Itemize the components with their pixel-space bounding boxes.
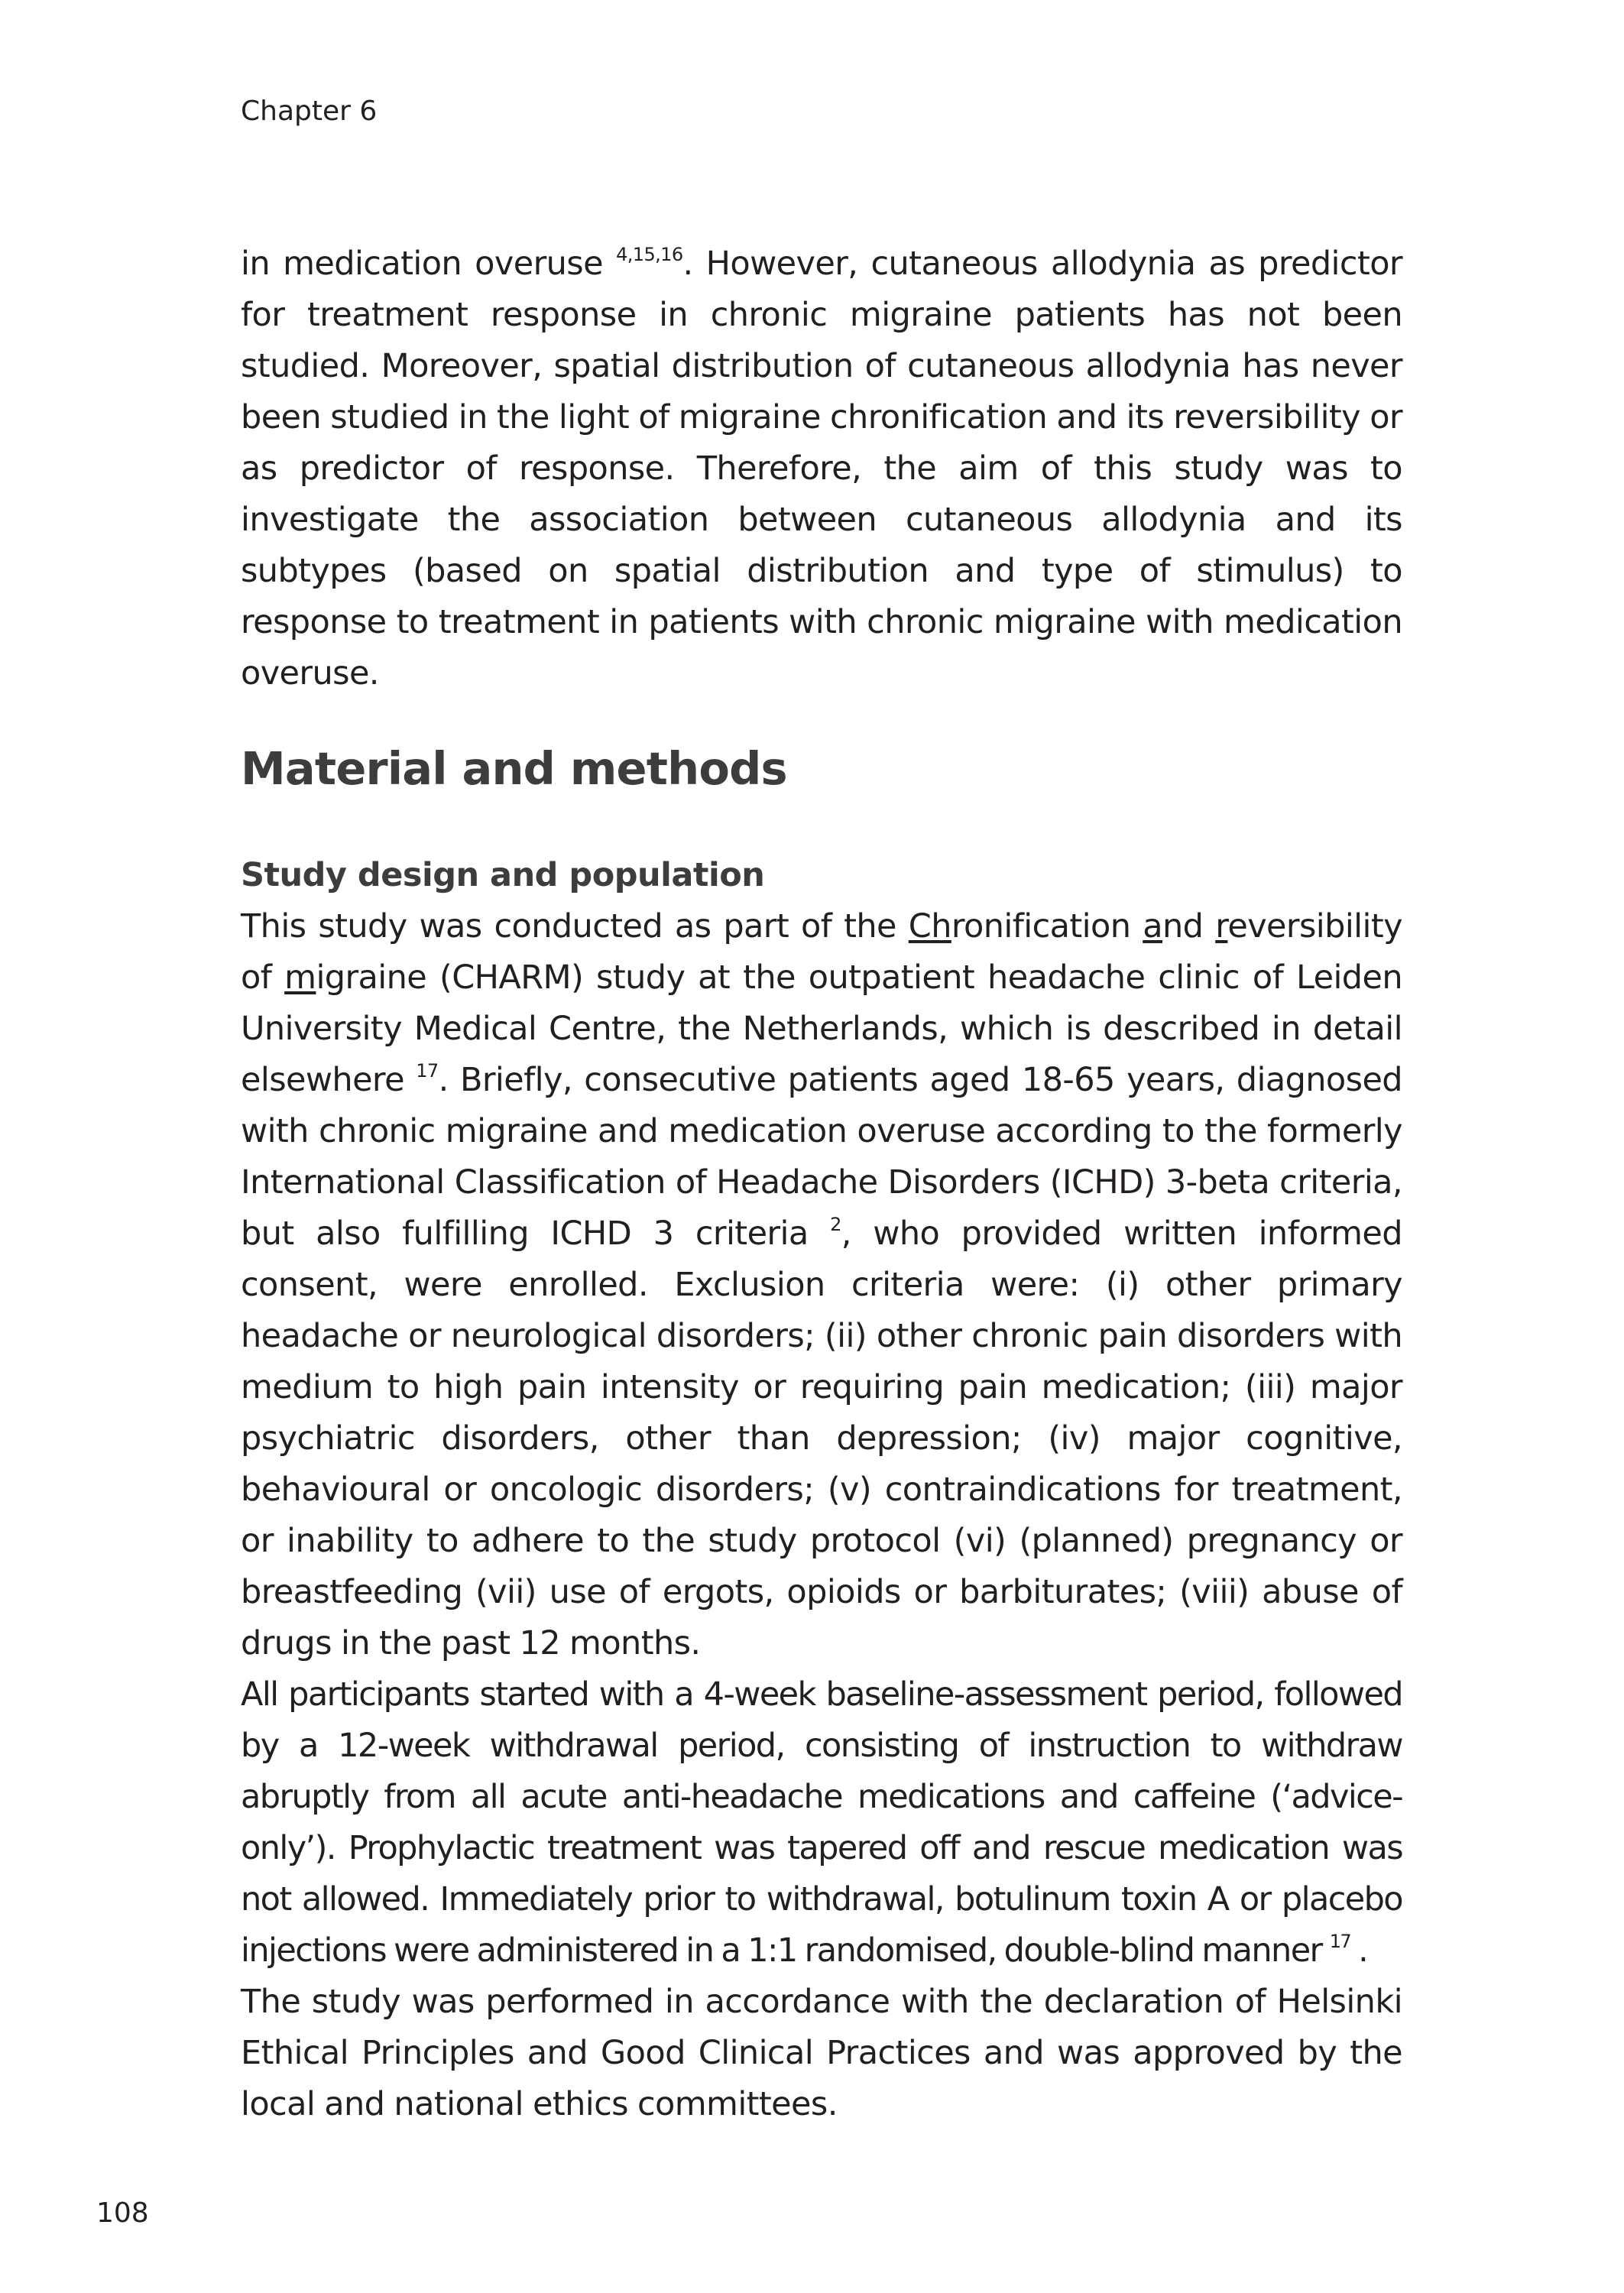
subsection-heading: Study design and population [241, 856, 765, 894]
page-number: 108 [96, 2197, 149, 2229]
acronym-underline: Ch [908, 907, 951, 945]
acronym-underline: a [1143, 907, 1162, 945]
acronym-underline: m [284, 958, 316, 997]
p1-text-e: igraine (CHARM) study at the outpatient headache clinic of Leiden University Medical Centre, the Netherlands, which is described in detail elsewhere [241, 958, 1402, 1099]
methods-paragraph-1 [241, 901, 1402, 1669]
intro-paragraph [241, 238, 1402, 699]
p1-text-b: ronification [951, 907, 1143, 945]
intro-text-1: in medication overuse [241, 245, 617, 283]
p2-text-a: All participants started with a 4-week baseline-assessment period, followed by a 12-week withdrawal period, consisting of instruction to withdraw abruptly from all acute anti-headache medications and caffeine (‘advice-only’). Prophylactic treatment was tapered off and rescue medication was not allowed. Immediately prior to withdrawal, botulinum toxin A or placebo injections were administered in a 1:1 randomised, double-blind manner [241, 1675, 1402, 1970]
reference-superscript: 17 [416, 1060, 439, 1082]
p1-text-c: nd [1162, 907, 1216, 945]
reference-superscript: 2 [830, 1214, 841, 1235]
section-heading: Material and methods [241, 742, 787, 795]
reference-superscript: 17 [1329, 1931, 1351, 1952]
p2-text-b: . [1350, 1931, 1368, 1970]
reference-superscript: 4,15,16 [616, 244, 683, 265]
methods-block [241, 850, 1402, 2130]
p1-text-d: eversibility of [241, 907, 1402, 997]
p1-text-f: . Briefly, consecutive patients aged 18-65 years, diagnosed with chronic migraine and medication overuse according to the formerly International Classification of Headache Disorders (ICHD) 3-beta criteria, but also fulfilling ICHD 3 criteria [241, 1061, 1402, 1253]
intro-text-2: . However, cutaneous allodynia as predictor for treatment response in chronic migraine patients has not been studied. Moreover, spatial distribution of cutaneous allodynia has never been studied in the light of migraine chronification and its reversibility or as predictor of response. Therefore, the aim of this study was to investigate the association between cutaneous allodynia and its subtypes (based on spatial distribution and type of stimulus) to response to treatment in patients with chronic migraine with medication overuse. [241, 245, 1402, 692]
p1-text-g: , who provided written informed consent, were enrolled. Exclusion criteria were: (i) other primary headache or neurological disorders; (ii) other chronic pain disorders with medium to high pain intensity or requiring pain medication; (iii) major psychiatric disorders, other than depression; (iv) major cognitive, behavioural or oncologic disorders; (v) contraindications for treatment, or inability to adhere to the study protocol (vi) (planned) pregnancy or breastfeeding (vii) use of ergots, opioids or barbiturates; (viii) abuse of drugs in the past 12 months. [241, 1215, 1402, 1662]
methods-paragraph-2 [241, 1669, 1402, 1977]
methods-paragraph-3: The study was performed in accordance with the declaration of Helsinki Ethical Principles and Good Clinical Practices and was approved by the local and national ethics committees. [241, 1983, 1402, 2123]
acronym-underline: r [1215, 907, 1228, 945]
intro-block [241, 238, 1402, 699]
running-head: Chapter 6 [241, 96, 378, 127]
p1-text-a: This study was conducted as part of the [241, 907, 909, 945]
